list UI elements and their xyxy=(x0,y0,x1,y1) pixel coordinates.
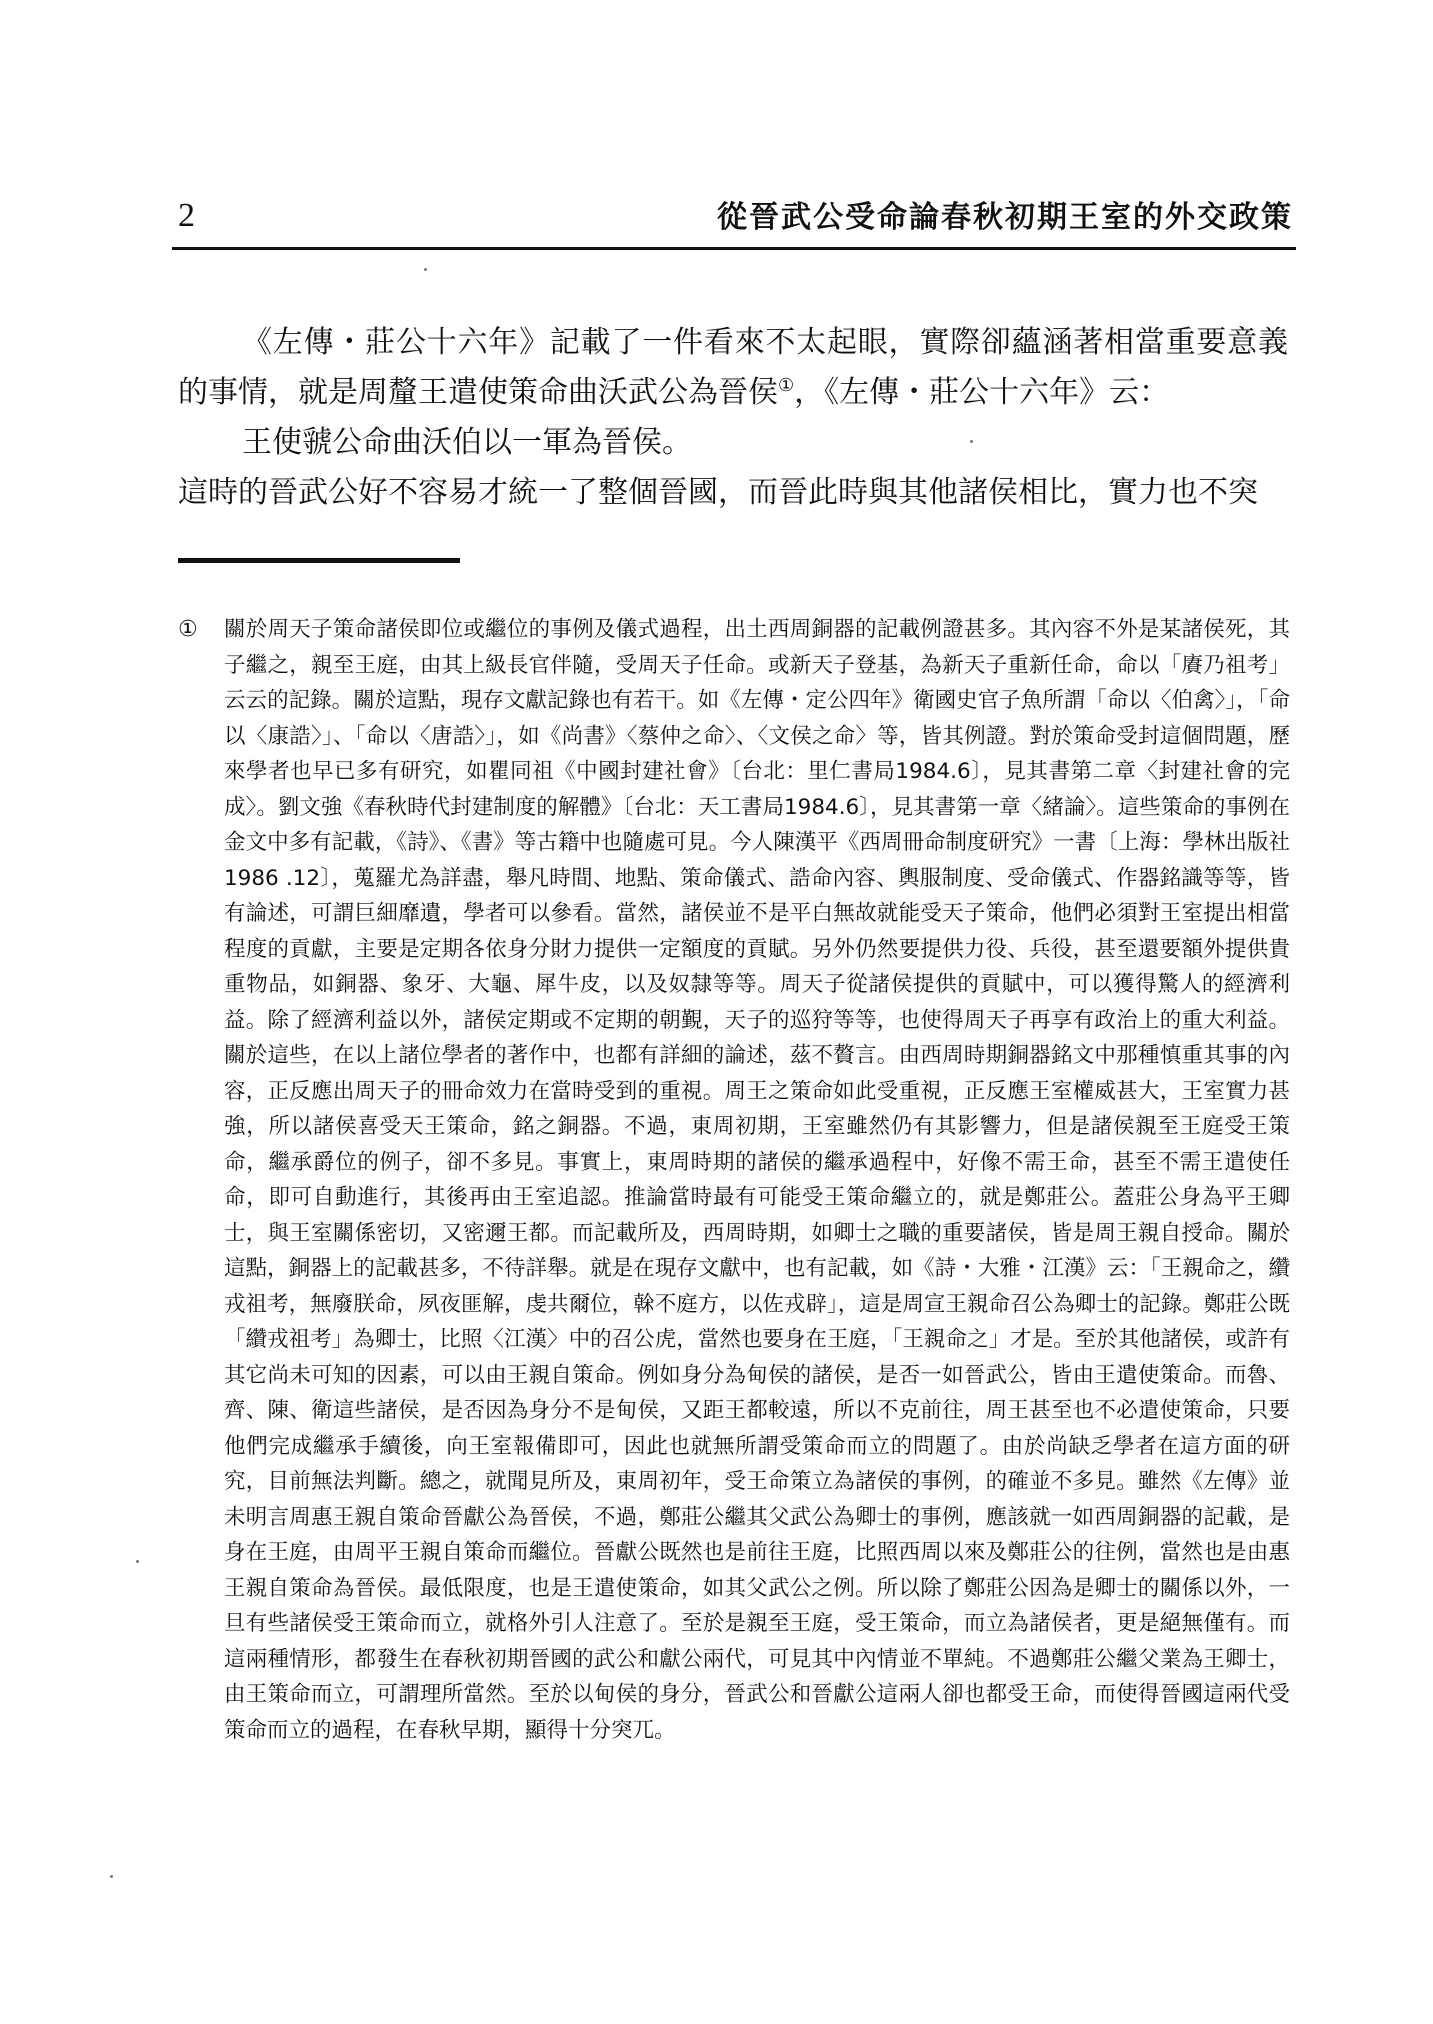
header-rule xyxy=(172,247,1296,250)
paragraph-1-text-a: 《左傳・莊公十六年》記載了一件看來不太起眼，實際卻蘊涵著相當重要意義的事情，就是周釐王遣使策命曲沃武公為晉侯 xyxy=(178,325,1288,410)
scan-speck xyxy=(110,1875,113,1878)
footnote-number: ① xyxy=(178,617,198,642)
running-title: 從晉武公受命論春秋初期王室的外交政策 xyxy=(717,200,1293,235)
footnote-text: 關於周天子策命諸侯即位或繼位的事例及儀式過程，出土西周銅器的記載例證甚多。其內容不外是某諸侯死，其子繼之，親至王庭，由其上級長官伴隨，受周天子任命。或新天子登基，為新天子重新任命，命以「賡乃祖考」云云的記錄。關於這點，現存文獻記錄也有若干。如《左傳・定公四年》衛國史官子魚所謂「命以〈伯禽〉」，「命以〈康誥〉」、「命以〈唐誥〉」，如《尚書》〈蔡仲之命〉、〈文侯之命〉等，皆其例證。對於策命受封這個問題，歷來學者也早已多有研究，如瞿同祖《中國封建社會》〔台北：里仁書局1984.6〕，見其書第二章〈封建社會的完成〉。劉文強《春秋時代封建制度的解體》〔台北：天工書局1984.6〕，見其書第一章〈緒論〉。這些策命的事例在金文中多有記載，《詩》、《書》等古籍中也隨處可見。今人陳漢平《西周冊命制度研究》一書〔上海：學林出版社1986 .12〕，蒐羅尤為詳盡，舉凡時間、地點、策命儀式、誥命內容、輿服制度、受命儀式、作器銘識等等，皆有論述，可謂巨細靡遺，學者可以參看。當然，諸侯並不是平白無故就能受天子策命，他們必須對王室提出相當程度的貢獻，主要是定期各依身分財力提供一定額度的貢賦。另外仍然要提供力役、兵役，甚至還要額外提供貴重物品，如銅器、象牙、大龜、犀牛皮，以及奴隸等等。周天子從諸侯提供的貢賦中，可以獲得驚人的經濟利益。除了經濟利益以外，諸侯定期或不定期的朝覲，天子的巡狩等等，也使得周天子再享有政治上的重大利益。關於這些，在以上諸位學者的著作中，也都有詳細的論述，茲不贅言。由西周時期銅器銘文中那種慎重其事的內容，正反應出周天子的冊命效力在當時受到的重視。周王之策命如此受重視，正反應王室權威甚大，王室實力甚強，所以諸侯喜受天王策命，銘之銅器。不過，東周初期，王室雖然仍有其影響力，但是諸侯親至王庭受王策命，繼承爵位的例子，卻不多見。事實上，東周時期的諸侯的繼承過程中，好像不需王命，甚至不需王遣使任命，即可自動進行，其後再由王室追認。推論當時最有可能受王策命繼立的，就是鄭莊公。蓋莊公身為平王卿士，與王室關係密切，又密邇王都。而記載所及，西周時期，如卿士之職的重要諸侯，皆是周王親自授命。關於這點，銅器上的記載甚多，不待詳舉。就是在現存文獻中，也有記載，如《詩・大雅・江漢》云：「王親命之，纘戎祖考，無廢朕命，夙夜匪解，虔共爾位，榦不庭方，以佐戎辟」，這是周宣王親命召公為卿士的記錄。鄭莊公既「纘戎祖考」為卿士，比照〈江漢〉中的召公虎，當然也要身在王庭，「王親命之」才是。至於其他諸侯，或許有其它尚未可知的因素，可以由王親自策命。例如身分為甸侯的諸侯，是否一如晉武公，皆由王遣使策命。而魯、齊、陳、衛這些諸侯，是否因為身分不是甸侯，又距王都較遠，所以不克前往，周王甚至也不必遣使策命，只要他們完成繼承手續後，向王室報備即可，因此也就無所謂受策命而立的問題了。由於尚缺乏學者在這方面的研究，目前無法判斷。總之，就聞見所及，東周初年，受王命策立為諸侯的事例，的確並不多見。雖然《左傳》並未明言周惠王親自策命晉獻公為晉侯，不過，鄭莊公繼其父武公為卿士的事例，應該就一如西周銅器的記載，是身在王庭，由周平王親自策命而繼位。晉獻公既然也是前往王庭，比照西周以來及鄭莊公的往例，當然也是由惠王親自策命為晉侯。最低限度，也是王遣使策命，如其父武公之例。所以除了鄭莊公因為是卿士的關係以外，一旦有些諸侯受王策命而立，就格外引人注意了。至於是親至王庭，受王策命，而立為諸侯者，更是絕無僅有。而這兩種情形，都發生在春秋初期晉國的武公和獻公兩代，可見其中內情並不單純。不過鄭莊公繼父業為王卿士，由王策命而立，可謂理所當然。至於以甸侯的身分，晉武公和晉獻公這兩人卻也都受王命，而使得晉國這兩代受策命而立的過程，在春秋早期，顯得十分突兀。 xyxy=(224,617,1290,1743)
paragraph-1 xyxy=(178,318,1288,418)
footnote-separator xyxy=(178,558,460,563)
paragraph-2: 這時的晉武公好不容易才統一了整個晉國，而晉此時與其他諸侯相比，實力也不突 xyxy=(178,475,1258,510)
scan-speck xyxy=(424,268,427,271)
scan-speck xyxy=(970,440,973,443)
footnote-reference-mark: ① xyxy=(778,375,795,396)
footnote-1 xyxy=(178,612,1290,1748)
block-quote: 王使虢公命曲沃伯以一軍為晉侯。 xyxy=(242,425,692,460)
paragraph-1-text-b: ，《左傳・莊公十六年》云： xyxy=(794,375,1170,410)
main-text xyxy=(178,318,1288,518)
page-number: 2 xyxy=(178,197,195,234)
scan-speck xyxy=(136,1560,139,1563)
